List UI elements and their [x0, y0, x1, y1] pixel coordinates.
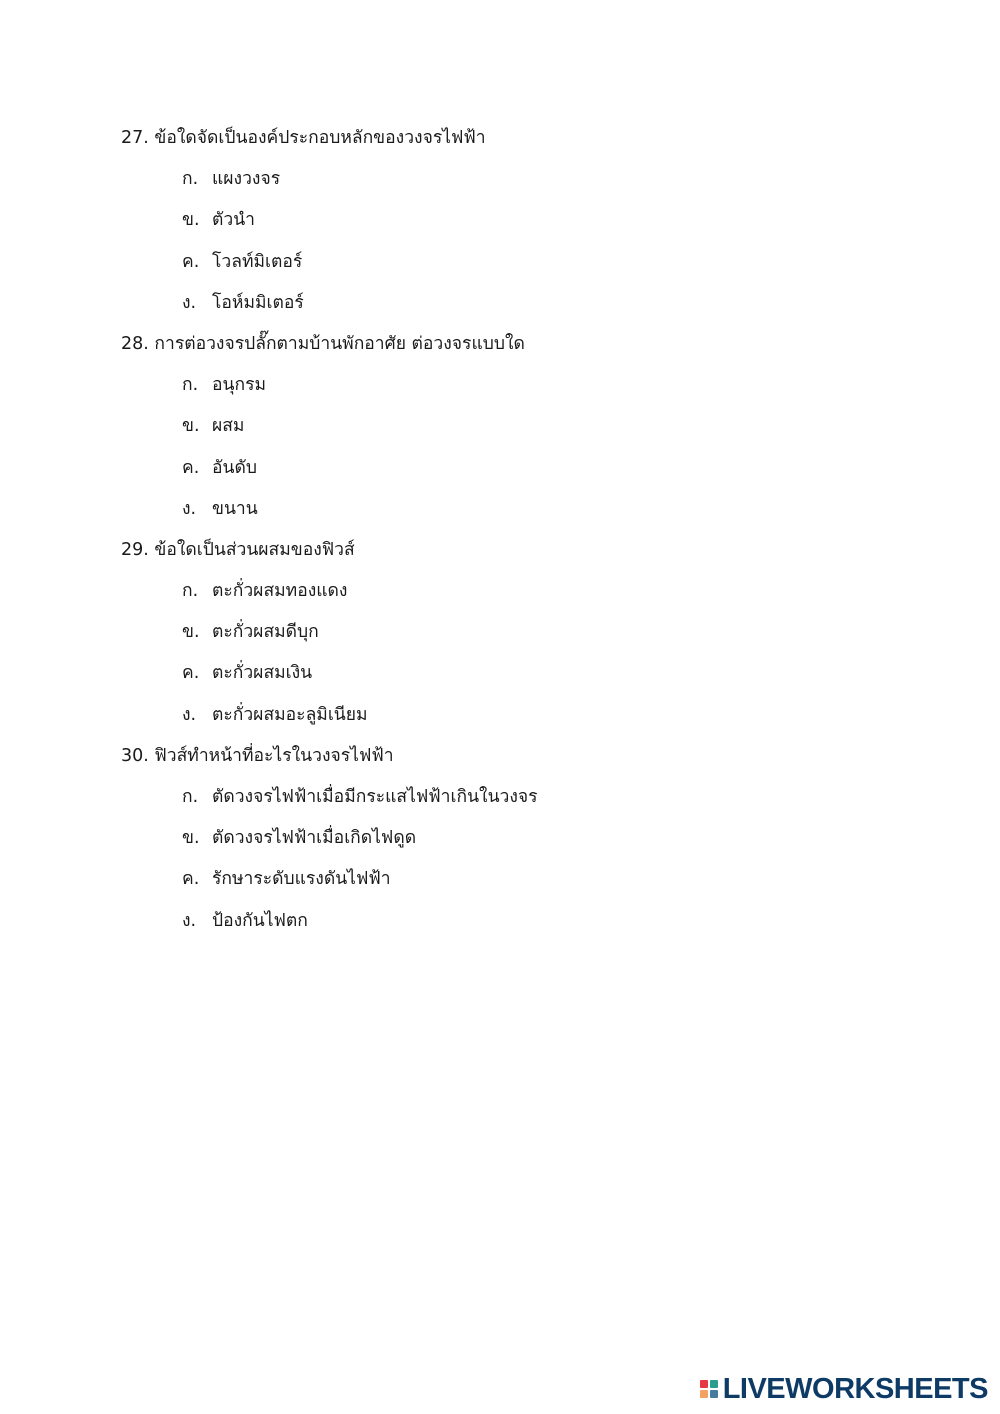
question-list — [121, 118, 881, 942]
answer-option[interactable] — [121, 200, 881, 241]
logo-text: LIVEWORKSHEETS — [722, 1372, 988, 1405]
answer-option[interactable] — [121, 242, 881, 283]
option-letter: ก. — [182, 169, 199, 190]
logo-square — [710, 1380, 718, 1388]
option-text: ป้องกันไฟตก — [212, 910, 308, 931]
option-letter: ก. — [182, 787, 199, 807]
question-text: 30. ฟิวส์ทำหน้าที่อะไรในวงจรไฟฟ้า — [121, 745, 394, 766]
question-text: 27. ข้อใดจัดเป็นองค์ประกอบหลักของวงจรไฟฟ้า — [121, 128, 486, 148]
option-text: ตะกั่วผสมทองแดง — [212, 581, 348, 602]
option-text: ผสม — [212, 416, 245, 437]
answer-option[interactable] — [121, 489, 881, 530]
option-text: อันดับ — [212, 457, 257, 478]
option-letter: ข. — [182, 416, 200, 437]
question-29 — [121, 530, 881, 736]
logo-square — [700, 1380, 708, 1388]
answer-option[interactable] — [121, 159, 881, 200]
question-27 — [121, 118, 881, 324]
option-letter: ค. — [182, 457, 200, 478]
answer-option[interactable] — [121, 901, 881, 942]
answer-option[interactable] — [121, 859, 881, 900]
option-letter: ง. — [182, 498, 197, 519]
answer-option[interactable] — [121, 448, 881, 489]
question-28 — [121, 324, 881, 530]
option-letter: ง. — [182, 704, 197, 725]
liveworksheets-logo-icon — [700, 1380, 718, 1398]
answer-option[interactable] — [121, 818, 881, 859]
option-text: ตัดวงจรไฟฟ้าเมื่อเกิดไฟดูด — [212, 828, 417, 849]
answer-option[interactable] — [121, 406, 881, 447]
question-text: 29. ข้อใดเป็นส่วนผสมของฟิวส์ — [121, 539, 355, 560]
option-letter: ข. — [182, 828, 200, 849]
option-letter: ค. — [182, 663, 200, 684]
answer-option[interactable] — [121, 571, 881, 612]
option-text: รักษาระดับแรงดันไฟฟ้า — [212, 869, 391, 890]
option-text: ตัดวงจรไฟฟ้าเมื่อมีกระแสไฟฟ้าเกินในวงจร — [212, 787, 538, 807]
answer-option[interactable] — [121, 283, 881, 324]
option-text: ตะกั่วผสมอะลูมิเนียม — [212, 704, 368, 725]
option-letter: ง. — [182, 292, 197, 313]
answer-option[interactable] — [121, 365, 881, 406]
option-text: โอห์มมิเตอร์ — [212, 292, 304, 313]
answer-option[interactable] — [121, 777, 881, 818]
option-letter: ค. — [182, 869, 200, 890]
option-letter: ง. — [182, 910, 197, 931]
option-text: แผงวงจร — [212, 169, 281, 190]
logo-square — [700, 1390, 708, 1398]
answer-option[interactable] — [121, 612, 881, 653]
option-text: โวลท์มิเตอร์ — [212, 251, 303, 272]
option-letter: ข. — [182, 622, 200, 643]
liveworksheets-logo — [700, 1374, 988, 1404]
option-text: อนุกรม — [212, 375, 267, 396]
option-text: ตะกั่วผสมเงิน — [212, 663, 313, 684]
option-letter: ก. — [182, 375, 199, 396]
option-text: ขนาน — [212, 498, 258, 519]
option-text: ตะกั่วผสมดีบุก — [212, 622, 319, 643]
question-text: 28. การต่อวงจรปลั๊กตามบ้านพักอาศัย ต่อวงจรแบบใด — [121, 333, 525, 354]
answer-option[interactable] — [121, 695, 881, 736]
option-letter: ค. — [182, 251, 200, 272]
question-30 — [121, 736, 881, 942]
logo-square — [710, 1390, 718, 1398]
option-letter: ก. — [182, 581, 199, 602]
option-letter: ข. — [182, 210, 200, 231]
answer-option[interactable] — [121, 653, 881, 694]
option-text: ตัวนำ — [212, 210, 255, 231]
